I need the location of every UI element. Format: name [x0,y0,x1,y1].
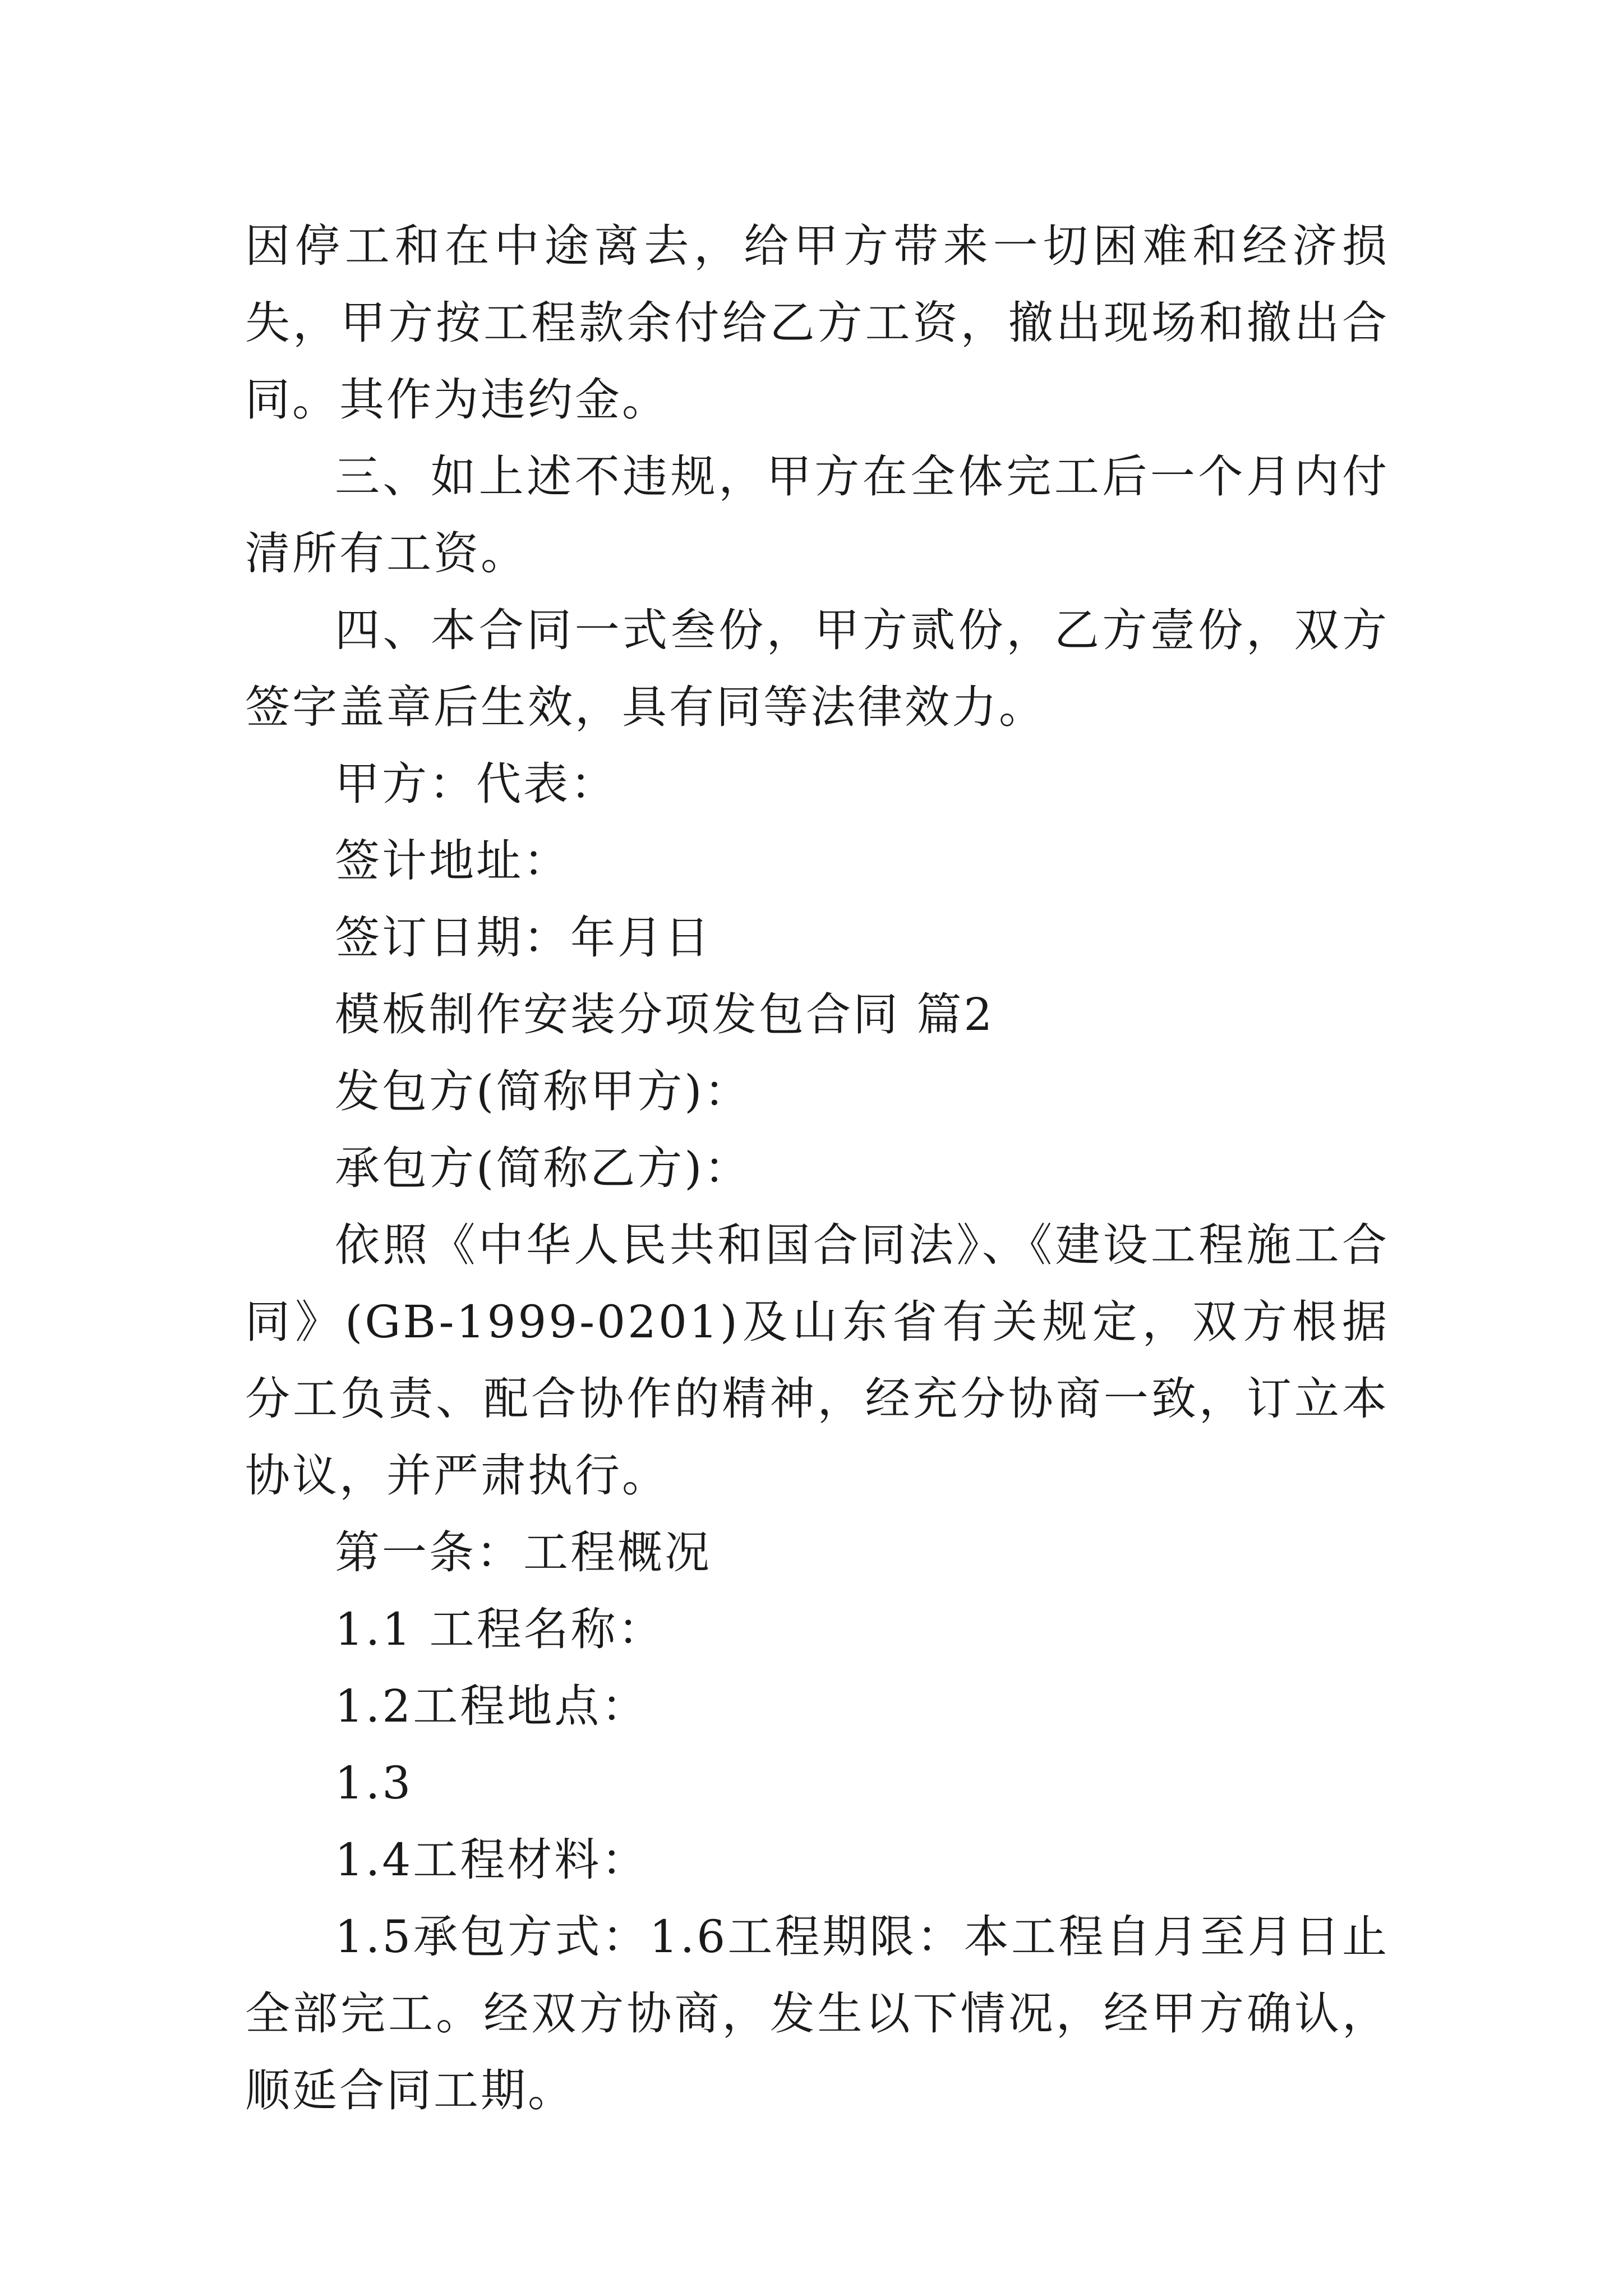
paragraph-basis: 依照《中华人民共和国合同法》、《建设工程施工合同》(GB-1999-0201)及山东省有关规定，双方根据分工负责、配合协作的精神，经充分协商一致，订立本协议，并严肃执行。 [245,1219,1389,1502]
item-1-1: 1.1 工程名称： [335,1603,665,1655]
item-1-5: 1.5承包方式：1.6工程期限：本工程自月至月日止全部完工。经双方协商，发生以下情况，经甲方确认，顺延合同工期。 [245,1911,1389,2116]
signing-date: 签订日期：年月日 [335,912,712,964]
party-b-label: 承包方(简称乙方)： [335,1142,751,1194]
party-a-representative: 甲方：代表： [335,758,617,810]
paragraph-clause-three: 三、如上述不违规，甲方在全体完工后一个月内付清所有工资。 [245,450,1389,579]
item-1-2: 1.2工程地点： [335,1680,649,1732]
article-one-heading: 第一条：工程概况 [335,1526,712,1579]
paragraph-clause-four: 四、本合同一式叁份，甲方贰份，乙方壹份，双方签字盖章后生效，具有同等法律效力。 [245,604,1389,733]
paragraph-continuation: 因停工和在中途离去，给甲方带来一切困难和经济损失，甲方按工程款余付给乙方工资，撤出现场和撤出合同。其作为违约金。 [245,220,1389,426]
item-1-4: 1.4工程材料： [335,1834,649,1886]
party-a-label: 发包方(简称甲方)： [335,1065,751,1117]
item-1-3: 1.3 [335,1757,413,1809]
signing-address: 签计地址： [335,835,570,887]
document-body [245,208,1389,2129]
section-heading: 模板制作安装分项发包合同 篇2 [335,988,995,1041]
